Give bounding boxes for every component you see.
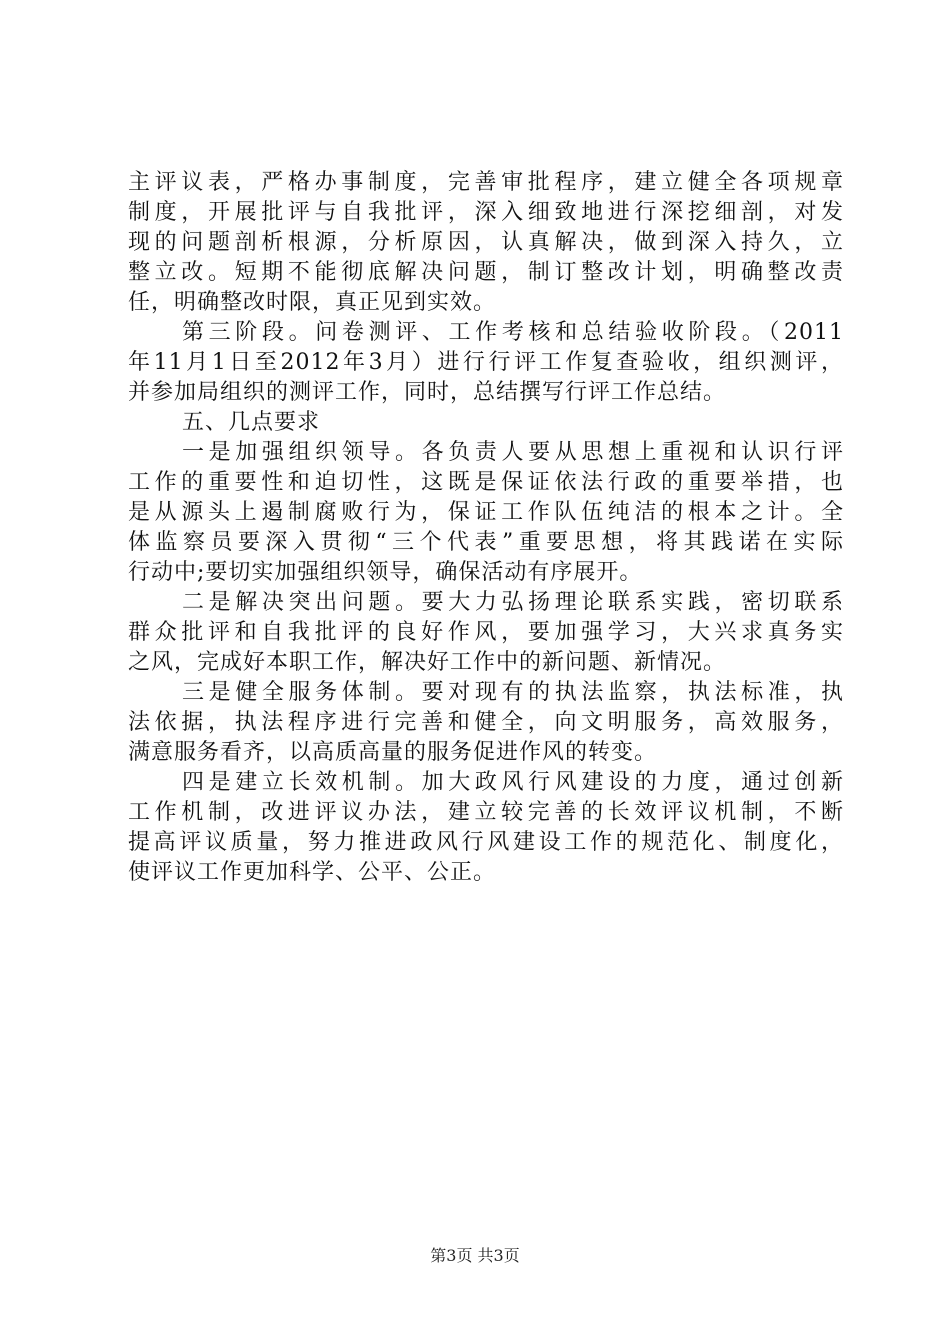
text-line: 是从源头上遏制腐败行为，保证工作队伍纯洁的根本之计。全 [128, 500, 844, 525]
text-line: 群众批评和自我批评的良好作风，要加强学习，大兴求真务实 [128, 620, 844, 645]
text-line: 任，明确整改时限，真正见到实效。 [128, 290, 497, 315]
text-line: 三是健全服务体制。要对现有的执法监察，执法标准，执 [182, 680, 844, 705]
section-heading: 五、几点要求 [182, 410, 321, 435]
document-body [128, 168, 844, 888]
paragraph-stage-three [128, 318, 844, 408]
text-line: 四是建立长效机制。加大政风行风建设的力度，通过创新 [182, 770, 844, 795]
text-line: 第三阶段。问卷测评、工作考核和总结验收阶段。（2011 [182, 320, 844, 345]
text-line: 法依据，执法程序进行完善和健全，向文明服务，高效服务， [128, 710, 844, 735]
text-line: 制度，开展批评与自我批评，深入细致地进行深挖细剖，对发 [128, 200, 844, 225]
text-line: 二是解决突出问题。要大力弘扬理论联系实践，密切联系 [182, 590, 844, 615]
paragraph-requirement-four [128, 768, 844, 888]
text-line: 使评议工作更加科学、公平、公正。 [128, 860, 497, 885]
section-heading-requirements [128, 408, 844, 438]
text-line: 之风，完成好本职工作，解决好工作中的新问题、新情况。 [128, 650, 727, 675]
paragraph-stage-two-continued [128, 168, 844, 318]
text-line: 提高评议质量，努力推进政风行风建设工作的规范化、制度化， [128, 830, 844, 855]
text-line: 满意服务看齐，以高质高量的服务促进作风的转变。 [128, 740, 658, 765]
paragraph-requirement-three [128, 678, 844, 768]
text-line: 一是加强组织领导。各负责人要从思想上重视和认识行评 [182, 440, 844, 465]
page-number-footer: 第3页 共3页 [430, 1246, 520, 1265]
text-line: 并参加局组织的测评工作，同时，总结撰写行评工作总结。 [128, 380, 727, 405]
text-line: 工作机制，改进评议办法，建立较完善的长效评议机制，不断 [128, 800, 844, 825]
text-line: 年11月1日至2012年3月）进行行评工作复查验收，组织测评， [128, 350, 844, 375]
paragraph-requirement-two [128, 588, 844, 678]
paragraph-requirement-one [128, 438, 844, 588]
text-line: 体监察员要深入贯彻“三个代表”重要思想，将其践诺在实际 [128, 530, 844, 555]
text-line: 整立改。短期不能彻底解决问题，制订整改计划，明确整改责 [128, 260, 844, 285]
text-line: 行动中;要切实加强组织领导，确保活动有序展开。 [128, 560, 643, 585]
text-line: 工作的重要性和迫切性，这既是保证依法行政的重要举措，也 [128, 470, 844, 495]
text-line: 主评议表，严格办事制度，完善审批程序，建立健全各项规章 [128, 170, 844, 195]
text-line: 现的问题剖析根源，分析原因，认真解决，做到深入持久，立 [128, 230, 844, 255]
